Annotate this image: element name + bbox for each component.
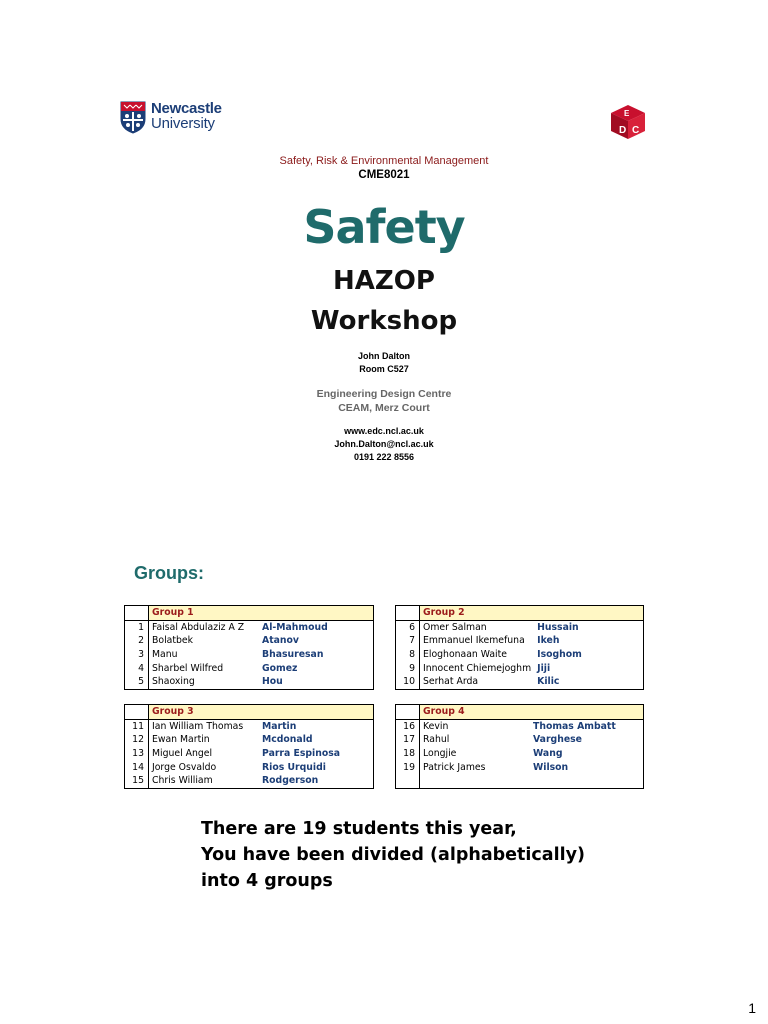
contact-website: www.edc.ncl.ac.uk <box>344 426 424 436</box>
table-row: 17 Rahul Varghese <box>396 733 644 747</box>
newcastle-university-logo <box>120 100 230 140</box>
table-row: 13 Miguel Angel Parra Espinosa <box>125 747 374 761</box>
svg-text:C: C <box>632 125 640 136</box>
table-row: 16 Kevin Thomas Ambatt <box>396 719 644 733</box>
statement-line-3: into 4 groups <box>201 871 333 891</box>
course-code: CME8021 <box>358 169 410 181</box>
group-table-1 <box>124 605 374 690</box>
groups-heading: Groups: <box>134 563 204 583</box>
group-name: Group 3 <box>149 705 374 720</box>
table-row: 15 Chris William Rodgerson <box>125 774 374 788</box>
contact-dept: Engineering Design Centre <box>316 388 452 400</box>
statement-line-2: You have been divided (alphabetically) <box>201 845 585 865</box>
logo-text-university: University <box>151 115 215 132</box>
table-row: 11 Ian William Thomas Martin <box>125 719 374 733</box>
contact-name: John Dalton <box>358 351 410 361</box>
group-table-3 <box>124 704 374 789</box>
table-row: 19 Patrick James Wilson <box>396 760 644 774</box>
table-row: 2 Bolatbek Atanov <box>125 634 374 648</box>
logo-text-newcastle: Newcastle <box>151 100 222 117</box>
contact-email: John.Dalton@ncl.ac.uk <box>334 439 434 449</box>
svg-text:E: E <box>624 109 630 118</box>
title-workshop: Workshop <box>310 306 458 336</box>
group-table-4 <box>395 704 644 789</box>
page-number: 1 <box>748 1000 756 1016</box>
page-title: Safety <box>303 200 465 254</box>
group-name: Group 2 <box>420 606 644 621</box>
table-row <box>396 774 644 788</box>
contact-phone: 0191 222 8556 <box>353 452 415 462</box>
svg-text:D: D <box>619 125 627 136</box>
group-name: Group 4 <box>420 705 644 720</box>
table-row: 4 Sharbel Wilfred Gomez <box>125 661 374 675</box>
table-row: 14 Jorge Osvaldo Rios Urquidi <box>125 760 374 774</box>
table-row: 5 Shaoxing Hou <box>125 675 374 689</box>
table-row: 10 Serhat Arda Kilic <box>396 675 644 689</box>
group-name: Group 1 <box>149 606 374 621</box>
title-hazop: HAZOP <box>333 266 435 296</box>
group-statement <box>201 816 585 894</box>
module-subtitle: Safety, Risk & Environmental Management <box>279 155 489 167</box>
table-row: 9 Innocent Chiemejoghm Jiji <box>396 661 644 675</box>
table-row: 12 Ewan Martin Mcdonald <box>125 733 374 747</box>
group-table-2 <box>395 605 644 690</box>
table-row: 3 Manu Bhasuresan <box>125 648 374 662</box>
table-row: 18 Longjie Wang <box>396 747 644 761</box>
university-crest-icon <box>120 101 146 134</box>
contact-room: Room C527 <box>359 364 409 374</box>
table-row: 7 Emmanuel Ikemefuna Ikeh <box>396 634 644 648</box>
edc-cube-logo-icon <box>608 103 648 141</box>
statement-line-1: There are 19 students this year, <box>201 819 517 839</box>
table-row: 6 Omer Salman Hussain <box>396 620 644 634</box>
contact-location: CEAM, Merz Court <box>338 402 430 414</box>
table-row: 1 Faisal Abdulaziz A Z Al-Mahmoud <box>125 620 374 634</box>
table-row: 8 Eloghonaan Waite Isoghom <box>396 648 644 662</box>
